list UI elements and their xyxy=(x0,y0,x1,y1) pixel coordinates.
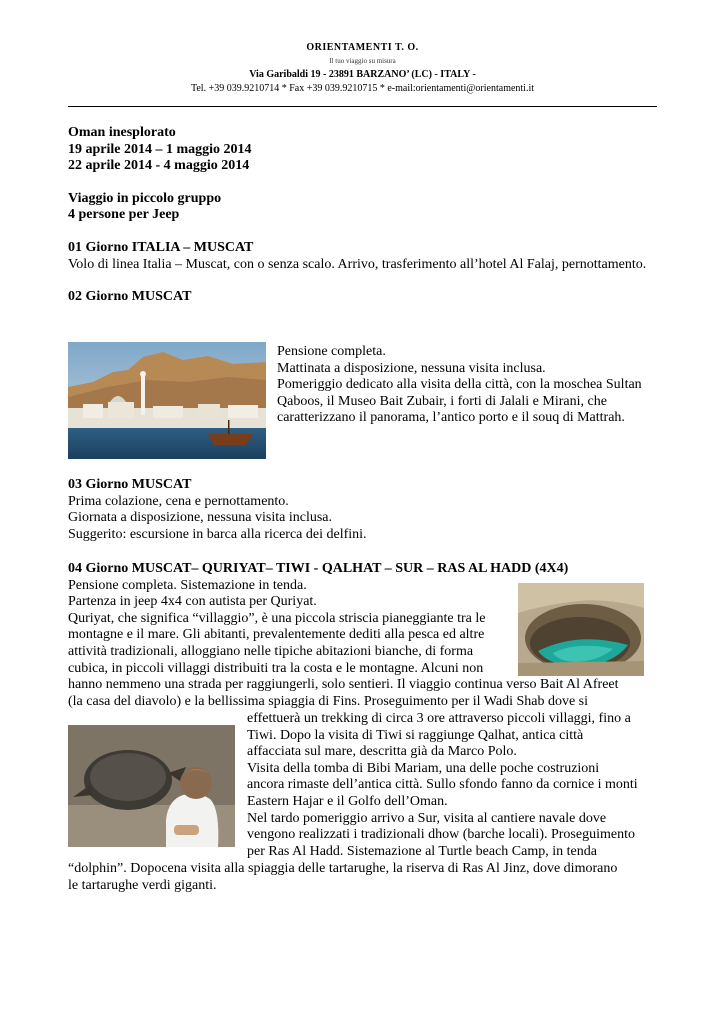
trip-title: Oman inesplorato xyxy=(68,125,176,140)
day4-line-12: Visita della tomba di Bibi Mariam, una delle poche costruzioni xyxy=(247,760,600,776)
trip-date-2: 22 aprile 2014 - 4 maggio 2014 xyxy=(68,158,250,174)
day4-line-19: le tartarughe verdi giganti. xyxy=(68,877,217,893)
group-info: Viaggio in piccolo gruppo xyxy=(68,190,222,206)
day4-line-5: attività tradizionali, alloggiano nelle tipiche abitazioni bianche, di forma xyxy=(68,643,474,659)
day2-details xyxy=(277,344,661,427)
day4-line-2: Partenza in jeep 4x4 con autista per Quriyat. xyxy=(68,594,317,610)
day2-line-2: Mattinata a disposizione, nessuna visita inclusa. xyxy=(277,360,546,376)
company-name: ORIENTAMENTI T. O. xyxy=(306,42,419,53)
day4-line-10: Tiwi. Dopo la visita di Tiwi si raggiunge Qalhat, antica città xyxy=(247,727,584,743)
day3-section xyxy=(68,477,658,543)
day4-line-8: (la casa del diavolo) e la bellissima spiaggia di Fins. Proseguimento per il Wadi Shab dove si xyxy=(68,693,589,709)
company-tagline: Il tuo viaggio su misura xyxy=(329,57,396,65)
day4-line-18: “dolphin”. Dopocena visita alla spiaggia delle tartarughe, la riserva di Ras Al Jinz, dove dimorano xyxy=(68,861,618,876)
day4-line-11: affacciata sul mare, descritta già da Marco Polo. xyxy=(247,744,517,760)
day4-line-4: montagne e il mare. Gli abitanti, prevalentemente dediti alla pesca ed altre xyxy=(68,627,485,643)
day4-line-14: Eastern Hajar e il Golfo dell’Oman. xyxy=(247,793,448,809)
day3-line-3: Suggerito: escursione in barca alla ricerca dei delfini. xyxy=(68,526,367,542)
header-divider xyxy=(68,106,657,107)
day4-line-16: vengono realizzati i tradizionali dhow (barche locali). Proseguimento xyxy=(247,827,635,843)
day4-tail-text xyxy=(68,861,668,894)
muscat-harbour-photo xyxy=(68,342,266,459)
day4-line-15: Nel tardo pomeriggio arrivo a Sur, visita al cantiere navale dove xyxy=(247,810,607,826)
day4-line-7: hanno nemmeno una strada per raggiungerli, solo sentieri. Il viaggio continua verso Bait Al Afreet xyxy=(68,677,619,693)
day4-line-1: Pensione completa. Sistemazione in tenda. xyxy=(68,577,307,593)
day4-line-17: per Ras Al Hadd. Sistemazione al Turtle beach Camp, in tenda xyxy=(247,843,597,859)
trip-date-1: 19 aprile 2014 – 1 maggio 2014 xyxy=(68,141,252,157)
day2-line-3: Pomeriggio dedicato alla visita della città, con la moschea Sultan Qaboos, il Museo Bait Zubair, i forti di Jalali e Mirani, che caratterizzano il panorama, l’antico porto e il souq di Mattrah. xyxy=(277,377,642,426)
turtle-photo xyxy=(68,725,235,847)
day3-line-2: Giornata a disposizione, nessuna visita inclusa. xyxy=(68,510,332,526)
day4-line-9: effettuerà un trekking di circa 3 ore attraverso piccoli villaggi, fino a xyxy=(247,711,631,726)
itinerary-body xyxy=(68,125,658,306)
day4-line-13: ancora rimaste dell’antica città. Sullo sfondo fanno da cornice i monti xyxy=(247,777,638,793)
day3-heading: 03 Giorno MUSCAT xyxy=(68,477,192,492)
jeep-info: 4 persone per Jeep xyxy=(68,207,180,223)
day2-heading: 02 Giorno MUSCAT xyxy=(68,289,192,305)
company-address: Via Garibaldi 19 - 23891 BARZANO’ (LC) - ITALY - xyxy=(249,69,476,80)
sinkhole-photo xyxy=(518,583,644,676)
day1-text: Volo di linea Italia – Muscat, con o senza scalo. Arrivo, trasferimento all’hotel Al Falaj, pernottamento. xyxy=(68,256,647,272)
company-contacts: Tel. +39 039.9210714 * Fax +39 039.9210715 * e-mail:orientamenti@orientamenti.it xyxy=(190,83,535,94)
day4-line-6: cubica, in piccoli villaggi distribuiti tra la costa e le montagne. Alcuni non xyxy=(68,660,484,676)
day2-line-1: Pensione completa. xyxy=(277,344,386,359)
day1-heading: 01 Giorno ITALIA – MUSCAT xyxy=(68,239,254,255)
day4-line-3: Quriyat, che significa “villaggio”, è una piccola striscia pianeggiante tra le xyxy=(68,610,486,626)
day4-wrap-text xyxy=(247,711,667,860)
day3-line-1: Prima colazione, cena e pernottamento. xyxy=(68,493,289,509)
day4-heading: 04 Giorno MUSCAT– QURIYAT– TIWI - QALHAT – SUR – RAS AL HADD (4X4) xyxy=(68,561,569,576)
